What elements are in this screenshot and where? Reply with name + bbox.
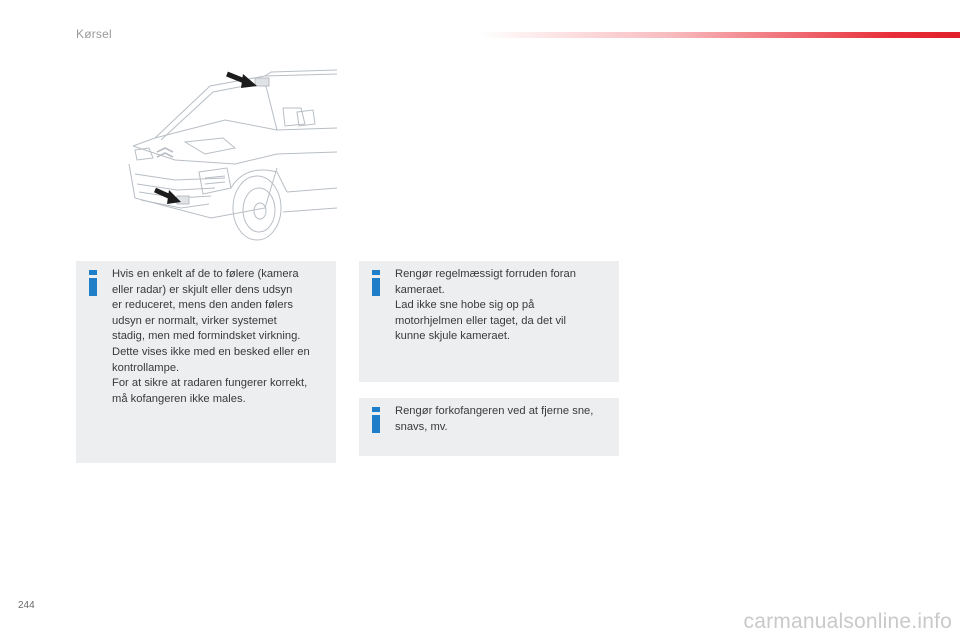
page-number: 244: [18, 600, 35, 611]
note-line: Rengør regelmæssigt forruden foran: [395, 268, 576, 280]
note-line: Rengør forkofangeren ved at fjerne sne,: [395, 405, 594, 417]
info-note-windscreen-cleaning: [359, 261, 619, 382]
note-line: kontrollampe.: [112, 361, 180, 374]
note-line: Dette vises ikke med en besked eller en: [112, 345, 310, 358]
watermark-link[interactable]: carmanualsonline.info: [743, 610, 952, 633]
note-text: [395, 267, 611, 345]
note-line: udsyn er normalt, virker systemet: [112, 314, 277, 327]
note-line: For at sikre at radaren fungerer korrekt,: [112, 377, 308, 390]
section-title: Kørsel: [76, 27, 112, 41]
info-note-sensor-obstruction: [76, 261, 336, 463]
info-icon: [86, 269, 100, 297]
note-text: [112, 267, 328, 407]
note-line: eller radar) er skjult eller dens udsyn: [112, 283, 293, 296]
note-line: Lad ikke sne hobe sig op på: [395, 299, 535, 312]
info-note-bumper-cleaning: [359, 398, 619, 456]
note-line: kameraet.: [395, 283, 445, 296]
info-icon: [369, 406, 383, 434]
note-line: snavs, mv.: [395, 420, 448, 433]
van-front-sensors-illustration: [115, 68, 337, 244]
note-line: Hvis en enkelt af de to følere (kamera: [112, 268, 299, 280]
info-icon: [369, 269, 383, 297]
note-line: må kofangeren ikke males.: [112, 392, 246, 405]
note-text: [395, 404, 611, 435]
note-line: stadig, men med formindsket virkning.: [112, 330, 301, 343]
note-line: er reduceret, mens den anden følers: [112, 299, 293, 312]
note-line: motorhjelmen eller taget, da det vil: [395, 314, 567, 327]
note-line: kunne skjule kameraet.: [395, 330, 511, 343]
header-accent-bar: [480, 32, 960, 38]
